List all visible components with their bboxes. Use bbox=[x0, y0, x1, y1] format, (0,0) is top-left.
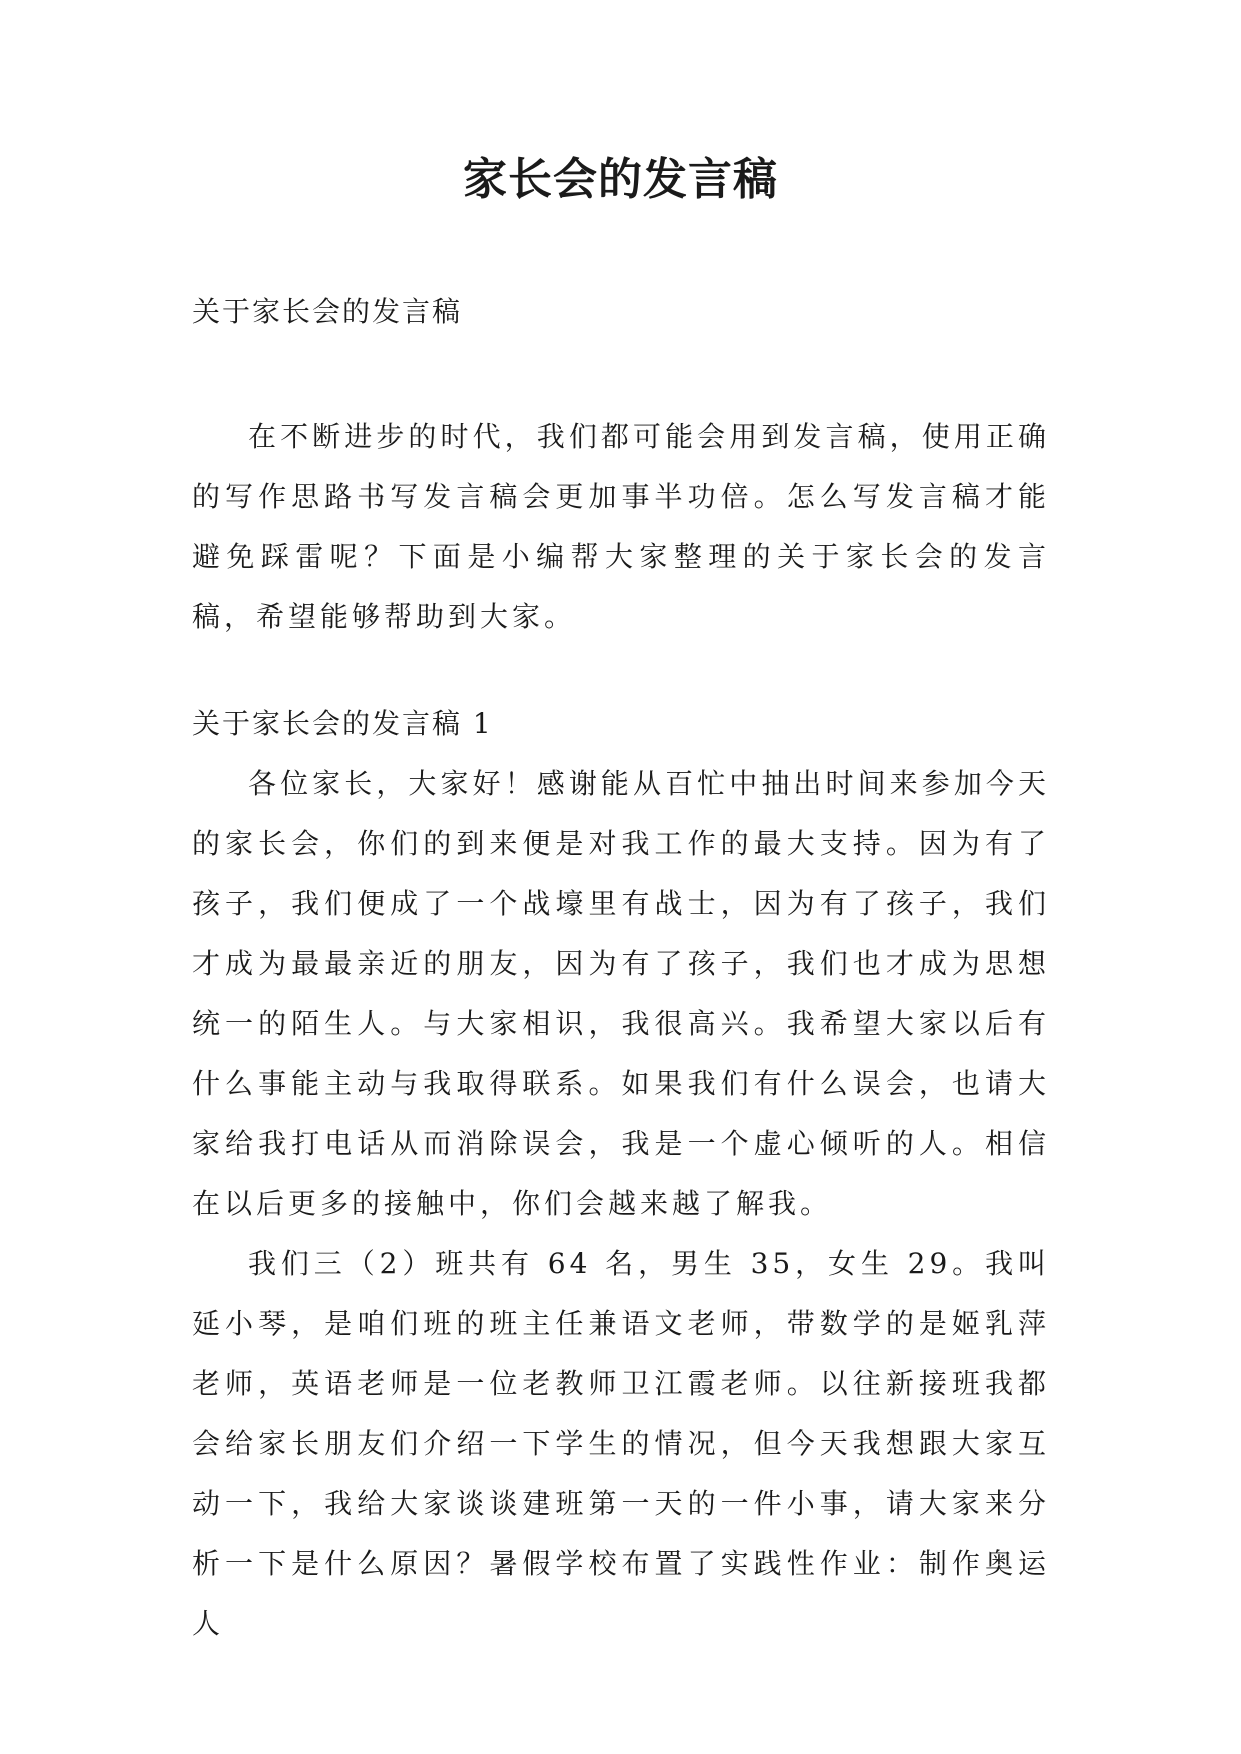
document-subtitle: 关于家长会的发言稿 bbox=[192, 295, 463, 328]
body-paragraph-2: 我们三（2）班共有 64 名，男生 35，女生 29。我叫延小琴，是咱们班的班主任兼语文老师，带数学的是姬乳萍老师，英语老师是一位老教师卫江霞老师。以往新接班我都会给家长朋友们介绍一下学生的情况，但今天我想跟大家互动一下，我给大家谈谈建班第一天的一件小事，请大家来分析一下是什么原因？暑假学校布置了实践性作业：制作奥运人 bbox=[192, 1247, 1050, 1640]
intro-text: 在不断进步的时代，我们都可能会用到发言稿，使用正确的写作思路书写发言稿会更加事半功倍。怎么写发言稿才能避免踩雷呢？下面是小编帮大家整理的关于家长会的发言稿，希望能够帮助到大家。 bbox=[192, 420, 1050, 633]
document-title: 家长会的发言稿 bbox=[463, 154, 778, 205]
body-paragraph-1: 各位家长，大家好！感谢能从百忙中抽出时间来参加今天的家长会，你们的到来便是对我工作的最大支持。因为有了孩子，我们便成了一个战壕里有战士，因为有了孩子，我们才成为最最亲近的朋友，因为有了孩子，我们也才成为思想统一的陌生人。与大家相识，我很高兴。我希望大家以后有什么事能主动与我取得联系。如果我们有什么误会，也请大家给我打电话从而消除误会，我是一个虚心倾听的人。相信在以后更多的接触中，你们会越来越了解我。 bbox=[192, 767, 1050, 1220]
intro-paragraph bbox=[192, 407, 1050, 647]
section-heading: 关于家长会的发言稿 1 bbox=[192, 707, 493, 740]
section-body bbox=[192, 754, 1050, 1654]
